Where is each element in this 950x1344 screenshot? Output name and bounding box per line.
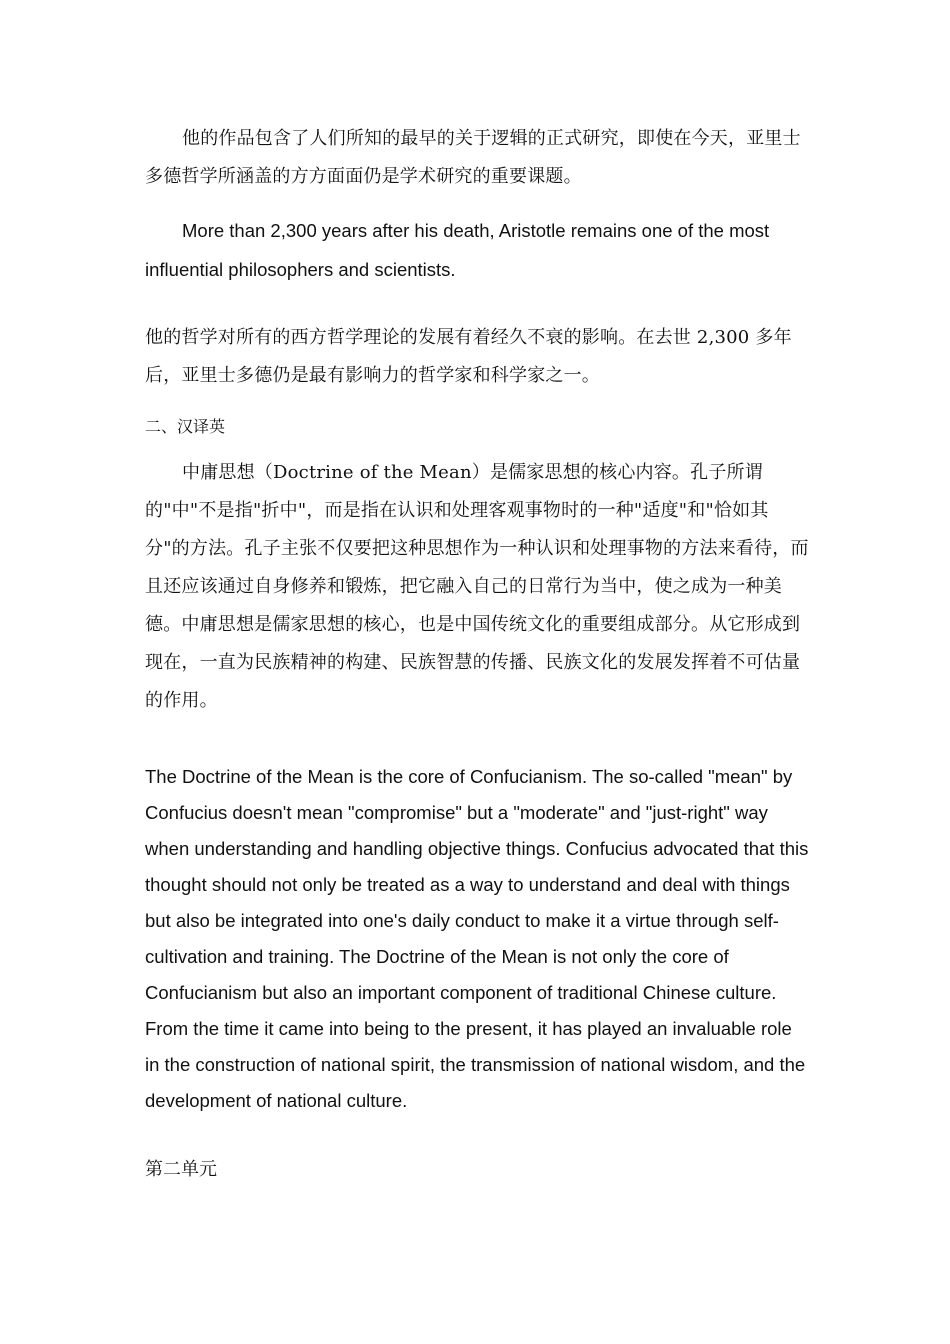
paragraph-english-aristotle-influence: More than 2,300 years after his death, Aristotle remains one of the most influential philosophers and scientists. (145, 220, 770, 280)
unit-heading: 第二单元 (145, 1159, 217, 1180)
paragraph-chinese-logic-research: 他的作品包含了人们所知的最早的关于逻辑的正式研究，即使在今天，亚里士多德哲学所涵盖的方方面面仍是学术研究的重要课题。 (145, 128, 801, 187)
paragraph-chinese-doctrine-of-the-mean: 中庸思想（Doctrine of the Mean）是儒家思想的核心内容。孔子所谓的"中"不是指"折中"，而是指在认识和处理客观事物时的一种"适度"和"恰如其分"的方法。孔子主张不仅要把这种思想作为一种认识和处理事物的方法来看待，而且还应该通过自身修养和锻炼，把它融入自己的日常行为当中，使之成为一种美德。中庸思想是儒家思想的核心，也是中国传统文化的重要组成部分。从它形成到现在，一直为民族精神的构建、民族智慧的传播、民族文化的发展发挥着不可估量的作用。 (145, 462, 809, 711)
paragraph-english-doctrine-of-the-mean: The Doctrine of the Mean is the core of Confucianism. The so-called "mean" by Confucius doesn't mean "compromise" but a "moderate" and "just-right" way when understanding and handling objective things. Confucius advocated that this thought should not only be treated as a way to understand and deal with things but also be integrated into one's daily conduct to make it a virtue through self-cultivation and training. The Doctrine of the Mean is not only the core of Confucianism but also an important component of traditional Chinese culture. From the time it came into being to the present, it has played an invaluable role in the construction of national spirit, the transmission of national wisdom, and the development of national culture. (145, 766, 809, 1111)
paragraph-chinese-aristotle-influence: 他的哲学对所有的西方哲学理论的发展有着经久不衰的影响。在去世 2,300 多年后，亚里士多德仍是最有影响力的哲学家和科学家之一。 (145, 327, 792, 386)
section-label-chinese-to-english: 二、汉译英 (145, 417, 226, 436)
